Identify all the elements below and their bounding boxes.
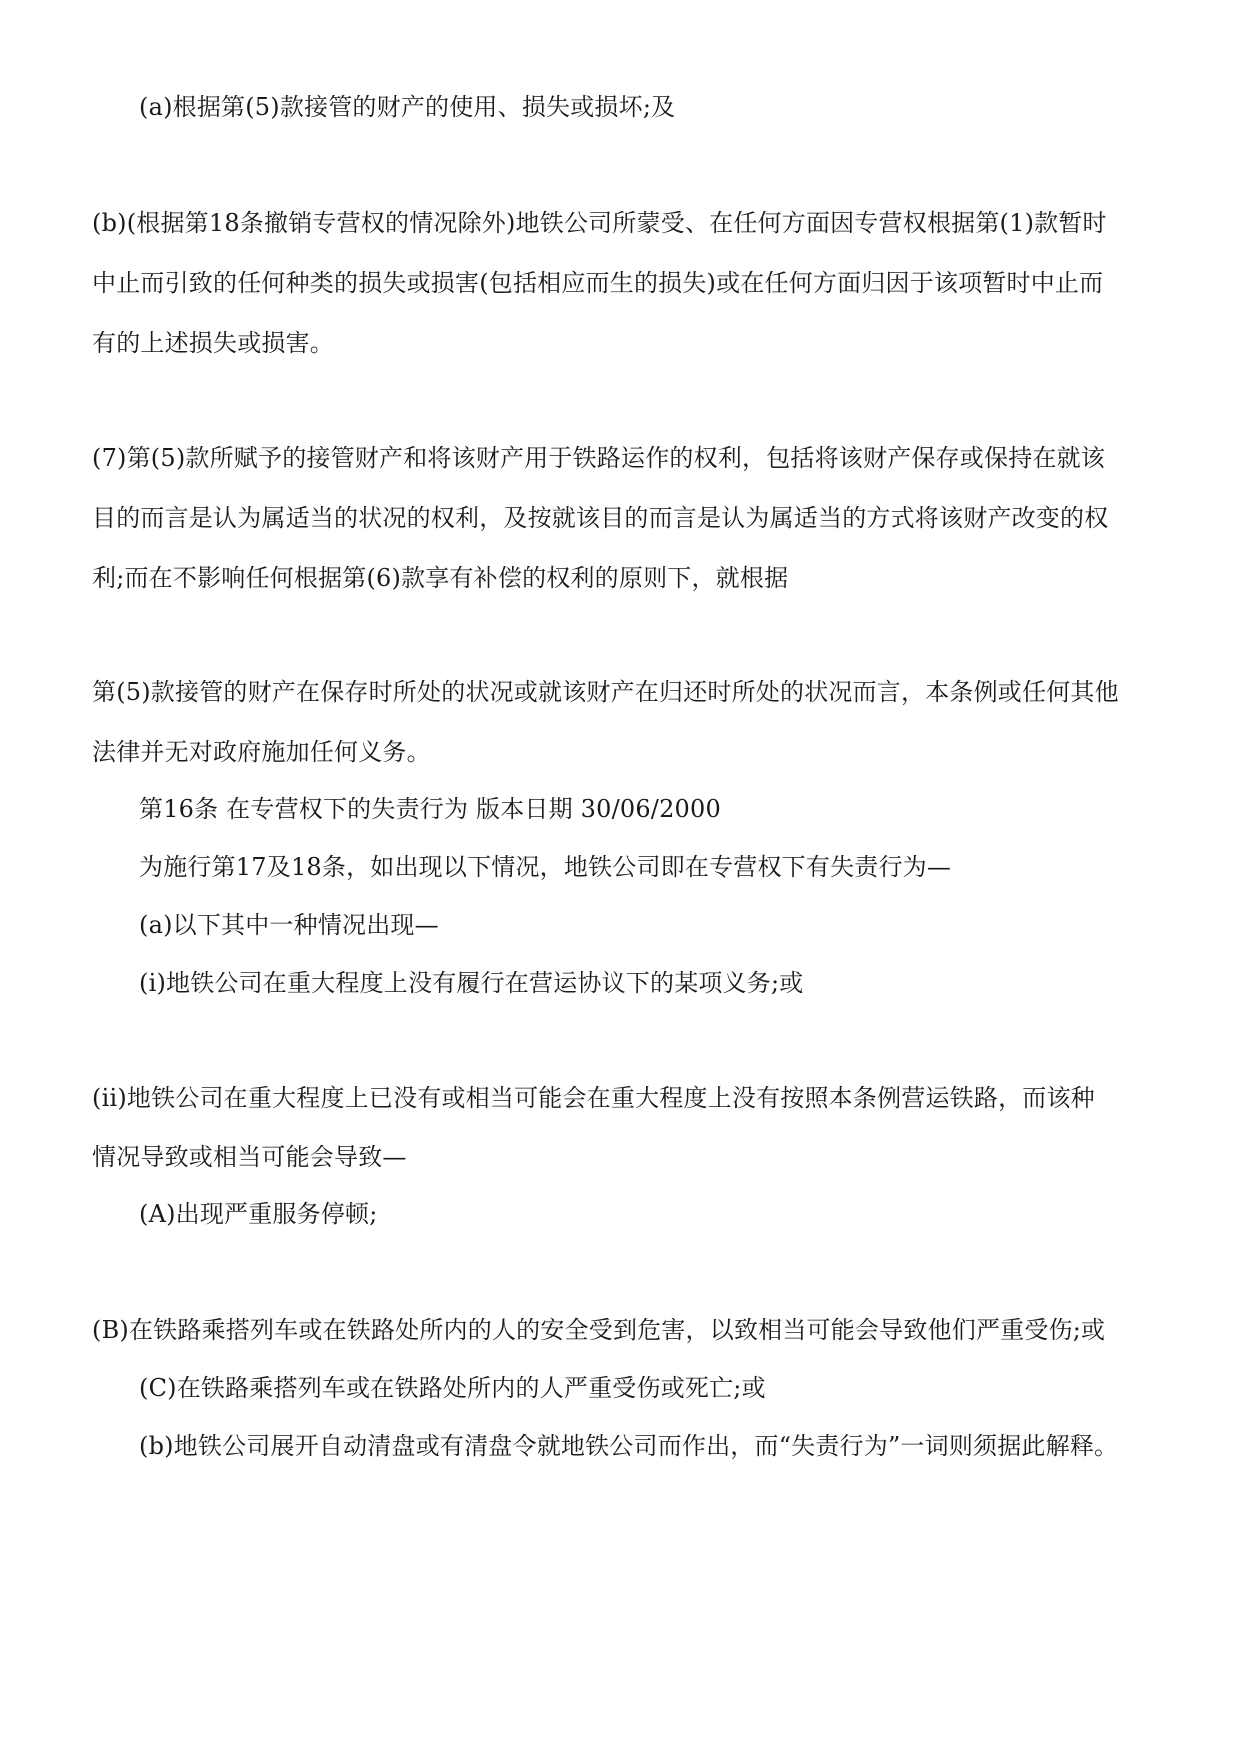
section-16-item-a-ii-2: 情况导致或相当可能会导致— (92, 1143, 407, 1171)
section-16-intro: 为施行第17及18条，如出现以下情况，地铁公司即在专营权下有失责行为— (139, 853, 952, 881)
paragraph-line-7-4: 第(5)款接管的财产在保存时所处的状况或就该财产在归还时所处的状况而言，本条例或任何其他 (92, 678, 1119, 706)
paragraph-line-6a: (a)根据第(5)款接管的财产的使用、损失或损坏;及 (139, 93, 676, 121)
paragraph-line-6b-3: 有的上述损失或损害。 (92, 329, 334, 357)
paragraph-line-6b-1: (b)(根据第18条撤销专营权的情况除外)地铁公司所蒙受、在任何方面因专营权根据第(1)款暂时 (92, 209, 1107, 237)
paragraph-line-7-5: 法律并无对政府施加任何义务。 (92, 738, 431, 766)
paragraph-line-7-3: 利;而在不影响任何根据第(6)款享有补偿的权利的原则下，就根据 (92, 564, 789, 592)
section-16-item-b: (b)地铁公司展开自动清盘或有清盘令就地铁公司而作出，而“失责行为”一词则须据此解释。 (139, 1432, 1119, 1460)
section-16-item-a-i: (i)地铁公司在重大程度上没有履行在营运协议下的某项义务;或 (139, 969, 804, 997)
section-heading-16: 第16条 在专营权下的失责行为 版本日期 30/06/2000 (139, 795, 721, 823)
paragraph-line-7-1: (7)第(5)款所赋予的接管财产和将该财产用于铁路运作的权利，包括将该财产保存或保持在就该 (92, 444, 1105, 472)
section-16-item-a-ii-1: (ii)地铁公司在重大程度上已没有或相当可能会在重大程度上没有按照本条例营运铁路，而该种 (92, 1084, 1095, 1112)
section-16-item-a: (a)以下其中一种情况出现— (139, 911, 439, 939)
paragraph-line-7-2: 目的而言是认为属适当的状况的权利，及按就该目的而言是认为属适当的方式将该财产改变的权 (92, 504, 1109, 532)
section-16-item-C: (C)在铁路乘搭列车或在铁路处所内的人严重受伤或死亡;或 (139, 1374, 766, 1402)
section-16-item-B: (B)在铁路乘搭列车或在铁路处所内的人的安全受到危害，以致相当可能会导致他们严重受伤;或 (92, 1316, 1106, 1344)
section-16-item-A: (A)出现严重服务停顿; (139, 1200, 378, 1228)
paragraph-line-6b-2: 中止而引致的任何种类的损失或损害(包括相应而生的损失)或在任何方面归因于该项暂时中止而 (92, 269, 1104, 297)
